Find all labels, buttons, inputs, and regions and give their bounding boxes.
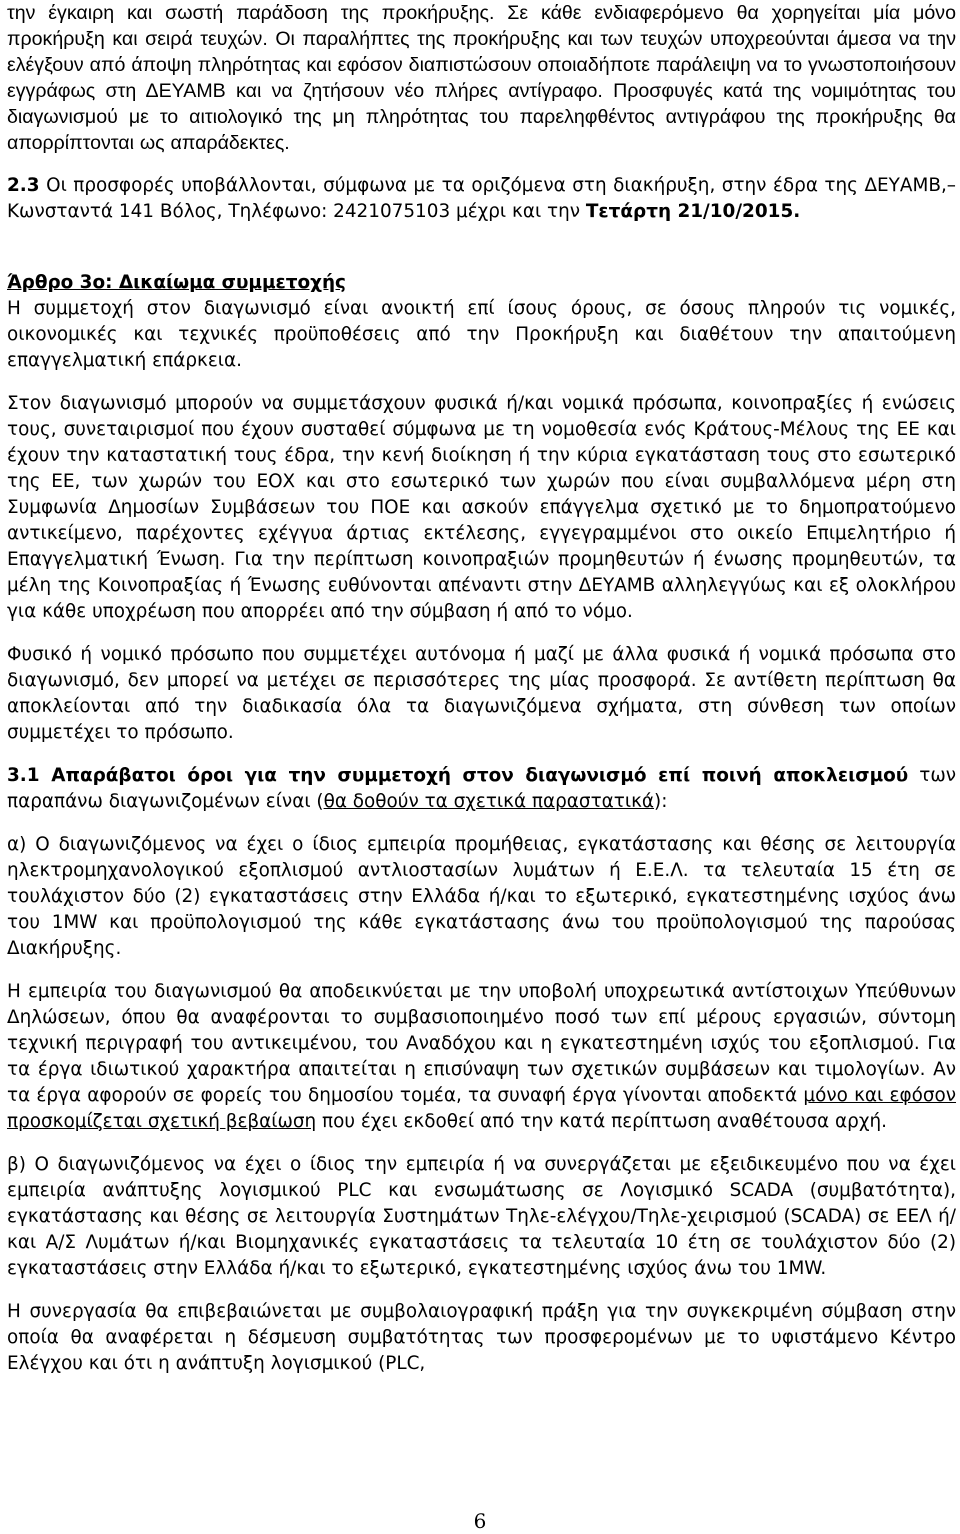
section-3-1-sub-before: των παραπάνω διαγωνιζομένων είναι ( <box>7 765 956 812</box>
section-3-1-sub-underline: θα δοθούν τα σχετικά παραστατικά <box>323 791 655 812</box>
proof-before: Η εμπειρία του διαγωνισμού θα αποδεικνύεται με την υποβολή υποχρεωτικά αντίστοιχων Υπεύθυνων Δηλώσεων, όπου θα αναφέρονται το συμβασιοποιημένο ποσό των επί μέρους εργασιών, σύντομη τεχνική περιγραφή του αντικειμένου, του Αναδόχου και η εγκατεστημένη ισχύς του εξοπλισμού. Για τα έργα ιδιωτικού χαρακτήρα απαιτείται η επισύναψη των σχετικών συμβάσεων και τιμολογίων. Αν τα έργα αφορούν σε φορείς του δημοσίου τομέα, τα συναφή έργα γίνονται αποδεκτά <box>7 981 956 1106</box>
article-3-paragraph-1: Η συμμετοχή στον διαγωνισμό είναι ανοικτή επί ίσους όρους, σε όσους πληρούν τις νομικές, οικονομικές και τεχνικές προϋποθέσεις από την Προκήρυξη και διαθέτουν την απαιτούμενη επαγγελματική επάρκεια. <box>7 298 956 371</box>
article-3 <box>7 270 956 1377</box>
cooperation-paragraph: Η συνεργασία θα επιβεβαιώνεται με συμβολαιογραφική πράξη για την συγκεκριμένη σύμβαση στην οποία θα αναφέρεται η δέσμευση συμβατότητας των προσφερομένων με το υφιστάμενο Κέντρο Ελέγχου και ότι η ανάπτυξη λογισμικού (PLC, <box>7 1301 956 1374</box>
page-number: 6 <box>473 1509 487 1533</box>
section-2-3-text: Οι προσφορές υποβάλλονται, σύμφωνα με τα οριζόμενα στη διακήρυξη, στην έδρα της ΔΕΥΑΜΒ,– Κωνσταντά 141 Βόλος, Τηλέφωνο: 2421075103 μέχρι και την <box>7 175 956 222</box>
article-3-heading: Άρθρο 3ο: Δικαίωμα συμμετοχής <box>7 272 346 293</box>
article-3-paragraph-2: Στον διαγωνισμό μπορούν να συμμετάσχουν φυσικά ή/και νομικά πρόσωπα, κοινοπραξίες ή ενώσεις τους, συνεταιρισμοί που έχουν συσταθεί σύμφωνα με τη νομοθεσία ενός Κράτους-Μέλους της ΕΕ και έχουν την καταστατική τους έδρα, την κενή διοίκηση ή την κύρια εγκατάσταση τους στο εσωτερικό της ΕΕ, των χωρών του ΕΟΧ και στο εσωτερικό των χωρών που είναι συμβαλλόμενα μέρη στη Συμφωνία Δημοσίων Συμβάσεων του ΠΟΕ και ασκούν επάγγελμα σχετικό με το δημοπρατούμενο αντικείμενο, παρέχοντες εχέγγυα άρτιας εκτέλεσης, εγγεγραμμένοι στο οικείο Επιμελητήριο ή Επαγγελματική Ένωση. Για την περίπτωση κοινοπραξιών προμηθευτών ή ένωσης προμηθευτών, τα μέλη της Κοινοπραξίας ή Ένωσης ευθύνονται απέναντι στην ΔΕΥΑΜΒ αλληλεγγύως και εξ ολοκλήρου για κάθε υποχρέωση που απορρέει από την σύμβαση ή από το νόμο. <box>7 393 956 622</box>
section-2-3 <box>7 173 956 225</box>
condition-b: β) Ο διαγωνιζόμενος να έχει ο ίδιος την εμπειρία ή να συνεργάζεται με εξειδικευμένο που να έχει εμπειρία ανάπτυξης λογισμικού PLC και ενσωμάτωσης σε Λογισμικό SCADA (συμβατότητα), εγκατάστασης και θέσης σε λειτουργία Συστημάτων Τηλε-ελέγχου/Τηλε-χειρισμού (SCADA) σε ΕΕΛ ή/και Α/Σ Λυμάτων ή/και Βιομηχανικές εγκαταστάσεις τα τελευταία 10 έτη σε τουλάχιστον δύο (2) εγκαταστάσεις στην Ελλάδα ή/και το εξωτερικό, εγκατεστημένης ισχύος άνω του 1MW. <box>7 1154 956 1279</box>
section-3-1-heading: 3.1 Απαράβατοι όροι για την συμμετοχή στον διαγωνισμό επί ποινή αποκλεισμού <box>7 765 909 786</box>
submission-deadline: Τετάρτη 21/10/2015. <box>585 201 801 222</box>
proof-underline: μόνο και εφόσον προσκομίζεται σχετική βεβαίωση <box>7 1085 957 1132</box>
condition-a: α) Ο διαγωνιζόμενος να έχει ο ίδιος εμπειρία προμήθειας, εγκατάστασης και θέσης σε λειτουργία ηλεκτρομηχανολογικού εξοπλισμού αντλιοστασίων λυμάτων ή Ε.Ε.Λ. τα τελευταία 15 έτη σε τουλάχιστον δύο (2) εγκαταστάσεις στην Ελλάδα ή/και το εξωτερικό, εγκατεστημένης ισχύος άνω του 1MW και προϋπολογισμού της κάθε εγκατάστασης άνω του προϋπολογισμού της παρούσας Διακήρυξης. <box>7 834 956 959</box>
section-2-3-number: 2.3 <box>7 175 40 196</box>
intro-paragraph: την έγκαιρη και σωστή παράδοση της προκήρυξης. Σε κάθε ενδιαφερόμενο θα χορηγείται μία μόνο προκήρυξη και σειρά τευχών. Οι παραλήπτες της προκήρυξης και των τευχών υποχρεούνται άμεσα να την ελέγξουν από άποψη πληρότητας και εφόσον διαπιστώσουν οποιαδήποτε παράλειψη να το γνωστοποιήσουν εγγράφως στη ΔΕΥΑΜΒ και να ζητήσουν νέο πλήρες αντίγραφο. Προσφυγές κατά της νομιμότητας του διαγωνισμού με το αιτιολογικό της μη πληρότητας του παρεληφθέντος αντιγράφου της προκήρυξης θα απορρίπτονται ως απαράδεκτες. <box>7 2 957 154</box>
proof-after: που έχει εκδοθεί από την κατά περίπτωση αναθέτουσα αρχή. <box>316 1111 887 1132</box>
section-2-3-paragraph <box>7 173 956 225</box>
proof-paragraph <box>7 979 956 1135</box>
intro-section <box>7 0 956 156</box>
article-3-paragraph-3: Φυσικό ή νομικό πρόσωπο που συμμετέχει αυτόνομα ή μαζί με άλλα φυσικά ή νομικά πρόσωπα στο διαγωνισμό, δεν μπορεί να μετέχει σε περισσότερες της μίας προσφορά. Σε αντίθετη περίπτωση θα αποκλείονται από την διαδικασία όλα τα διαγωνιζόμενα σχήματα, στη σύνθεση των οποίων συμμετέχει το πρόσωπο. <box>7 644 956 743</box>
section-3-1-paragraph <box>7 763 956 815</box>
section-3-1-sub-after: ): <box>654 791 668 812</box>
